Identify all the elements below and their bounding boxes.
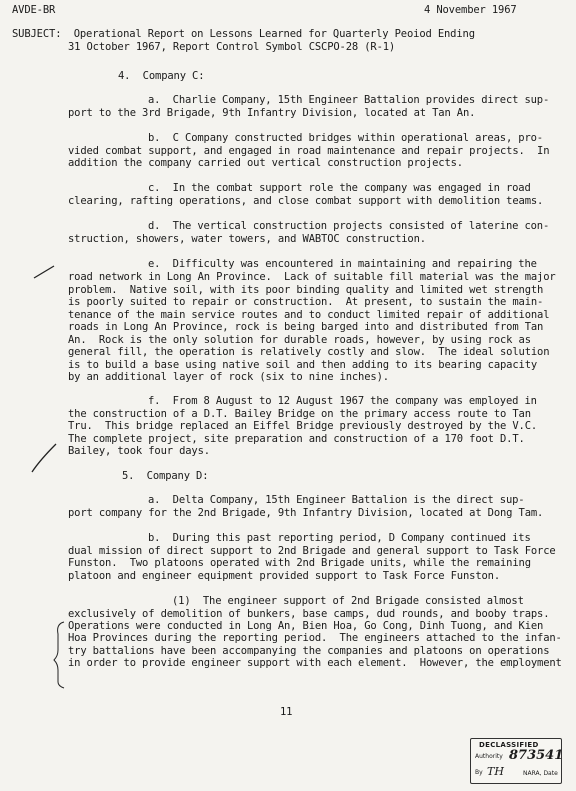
body-line: general fill, the operation is relatively costly and slow. The ideal solution [68, 346, 550, 358]
body-line: struction, showers, water towers, and WABTOC construction. [68, 233, 426, 245]
body-line: An. Rock is the only solution for durable roads, however, by using rock as [68, 334, 531, 346]
body-line: a. Delta Company, 15th Engineer Battalion is the direct sup- [148, 494, 525, 506]
body-line: 5. Company D: [122, 470, 209, 482]
body-line: try battalions have been accompanying the companies and platoons on operations [68, 645, 550, 657]
body-line: port company for the 2nd Brigade, 9th Infantry Division, located at Dong Tam. [68, 507, 544, 519]
body-line: The complete project, site preparation and construction of a 170 foot D.T. [68, 433, 525, 445]
body-line: b. C Company constructed bridges within operational areas, pro- [148, 132, 543, 144]
body-line: problem. Native soil, with its poor binding quality and limited wet strength [68, 284, 544, 296]
body-line: d. The vertical construction projects consisted of laterine con- [148, 220, 550, 232]
office-symbol: AVDE-BR [12, 4, 56, 16]
body-line: addition the company carried out vertical construction projects. [68, 157, 463, 169]
body-line: (1) The engineer support of 2nd Brigade consisted almost [172, 595, 524, 607]
body-line: exclusively of demolition of bunkers, base camps, dud rounds, and booby traps. [68, 608, 550, 620]
body-line: b. During this past reporting period, D Company continued its [148, 532, 531, 544]
declassified-stamp [470, 738, 562, 784]
body-line: is to build a base using native soil and then adding to its bearing capacity [68, 359, 538, 371]
body-line: port to the 3rd Brigade, 9th Infantry Division, located at Tan An. [68, 107, 476, 119]
body-line: Operations were conducted in Long An, Bien Hoa, Go Cong, Dinh Tuong, and Kien [68, 620, 544, 632]
body-line: tenance of the main service routes and to conduct limited repair of additional [68, 309, 550, 321]
stamp-agency: NARA, Date [523, 770, 558, 777]
margin-mark-top [30, 262, 60, 282]
body-line: Bailey, took four days. [68, 445, 210, 457]
body-line: roads in Long An Province, rock is being barged into and distributed from Tan [68, 321, 544, 333]
body-line: f. From 8 August to 12 August 1967 the company was employed in [148, 395, 537, 407]
body-line: vided combat support, and engaged in road maintenance and repair projects. In [68, 145, 550, 157]
document-date: 4 November 1967 [424, 4, 517, 16]
page-number: 11 [280, 706, 293, 718]
body-line: the construction of a D.T. Bailey Bridge on the primary access route to Tan [68, 408, 531, 420]
body-line: a. Charlie Company, 15th Engineer Battalion provides direct sup- [148, 94, 550, 106]
margin-mark-bottom [26, 438, 66, 478]
body-line: in order to provide engineer support with each element. However, the employment [68, 657, 562, 669]
stamp-title: DECLASSIFIED [479, 741, 539, 749]
body-line: by an additional layer of rock (six to nine inches). [68, 371, 389, 383]
margin-mark-bracket [50, 620, 70, 690]
body-line: road network in Long An Province. Lack of suitable fill material was the major [68, 271, 556, 283]
stamp-authority-label: Authority [475, 753, 503, 760]
body-line: clearing, rafting operations, and close combat support with demolition teams. [68, 195, 544, 207]
body-line: e. Difficulty was encountered in maintaining and repairing the [148, 258, 537, 270]
body-line: Tru. This bridge replaced an Eiffel Bridge previously destroyed by the V.C. [68, 420, 538, 432]
stamp-by-label: By [475, 769, 483, 776]
body-line: is poorly suited to repair or construction. At present, to sustain the main- [68, 296, 544, 308]
body-line: Hoa Provinces during the reporting period. The engineers attached to the infan- [68, 632, 562, 644]
body-line: c. In the combat support role the company was engaged in road [148, 182, 531, 194]
body-line: platoon and engineer equipment provided support to Task Force Funston. [68, 570, 501, 582]
body-line: Funston. Two platoons operated with 2nd Brigade units, while the remaining [68, 557, 531, 569]
body-line: dual mission of direct support to 2nd Brigade and general support to Task Force [68, 545, 556, 557]
stamp-authority-number: 873541 [509, 748, 564, 763]
body-line: 4. Company C: [118, 70, 205, 82]
subject-line-2: 31 October 1967, Report Control Symbol CSCPO-28 (R-1) [68, 41, 396, 53]
stamp-initials: TH [487, 765, 504, 778]
subject-line-1: SUBJECT: Operational Report on Lessons Learned for Quarterly Peoiod Ending [12, 28, 475, 40]
